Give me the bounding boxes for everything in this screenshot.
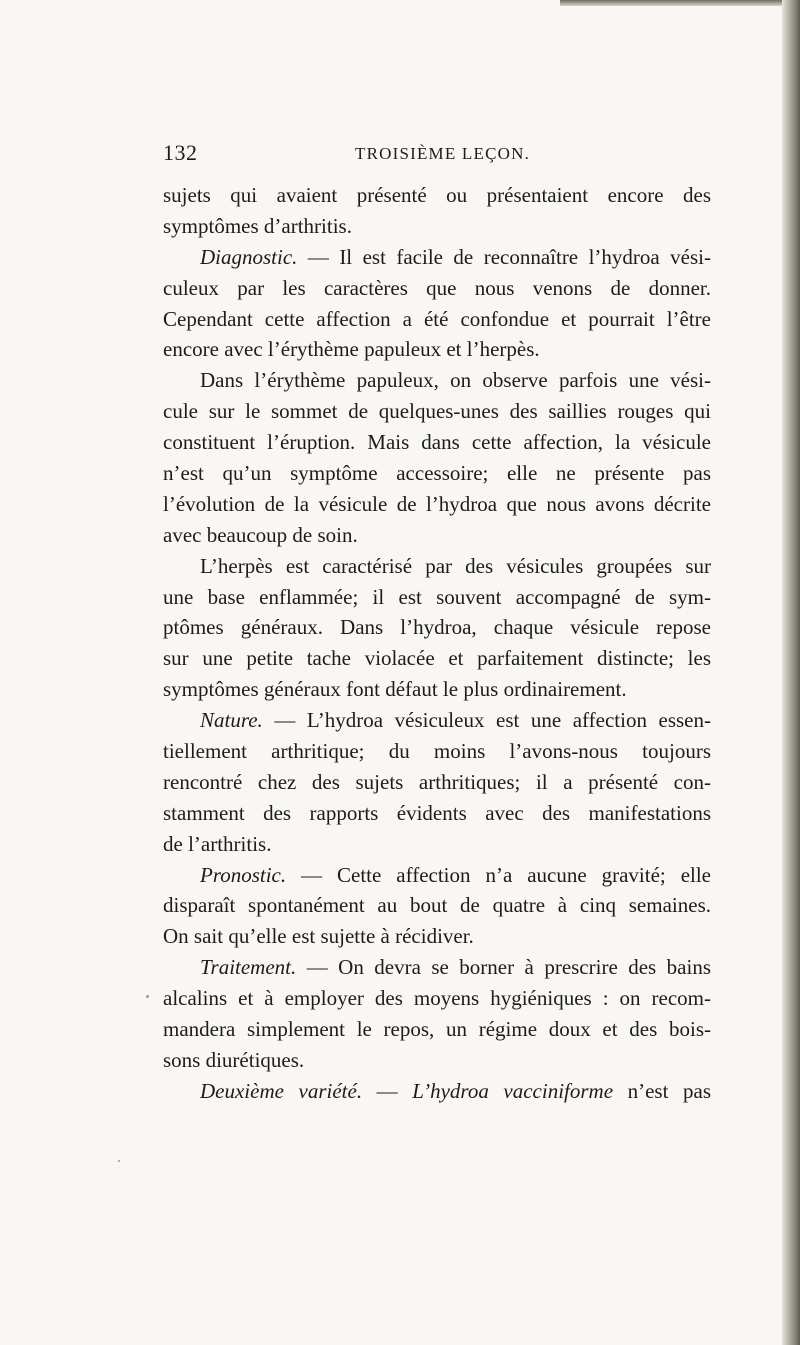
line-text: sur une petite tache violacée et parfaitement distincte; les xyxy=(163,646,711,671)
text-line xyxy=(163,612,711,643)
line-text: mandera simplement le repos, un régime doux et des bois- xyxy=(163,1017,711,1042)
text-line xyxy=(163,273,711,304)
line-text: Cependant cette affection a été confondue et pourrait l’être xyxy=(163,306,711,331)
text-line xyxy=(163,489,711,520)
line-text: stamment des rapports évidents avec des manifestations xyxy=(163,800,711,825)
text-line xyxy=(163,829,711,860)
page-number: 132 xyxy=(163,140,198,165)
line-text: — xyxy=(362,1078,413,1103)
text-line xyxy=(163,365,711,396)
running-head: TROISIÈME LEÇON. xyxy=(355,144,531,163)
line-text: rencontré chez des sujets arthritiques; il a présenté con- xyxy=(163,769,711,794)
text-line xyxy=(163,767,711,798)
line-text: symptômes généraux font défaut le plus ordinairement. xyxy=(163,677,627,702)
variety-name: L’hydroa vacciniforme xyxy=(412,1078,614,1103)
line-text: — Il est facile de reconnaître l’hydroa vési- xyxy=(297,244,711,269)
line-text: une base enflammée; il est souvent accompagné de sym- xyxy=(163,584,711,609)
page-header xyxy=(163,140,713,170)
binding-edge xyxy=(782,0,800,1345)
line-text: L’herpès est caractérisé par des vésicules groupées sur xyxy=(200,553,711,578)
line-text: culeux par les caractères que nous venons de donner. xyxy=(163,275,711,300)
text-line xyxy=(163,860,711,891)
text-line xyxy=(163,180,711,211)
line-text: symptômes d’arthritis. xyxy=(163,213,352,238)
line-text: — L’hydroa vésiculeux est une affection essen- xyxy=(262,708,711,733)
line-text: ptômes généraux. Dans l’hydroa, chaque vésicule repose xyxy=(163,615,711,640)
text-line xyxy=(163,1045,711,1076)
line-text: sons diurétiques. xyxy=(163,1047,305,1072)
text-line xyxy=(163,520,711,551)
line-text: sujets qui avaient présenté ou présentaient encore des xyxy=(163,183,711,207)
section-heading: Diagnostic. xyxy=(200,244,298,269)
text-line xyxy=(163,242,711,273)
line-text: — Cette affection n’a aucune gravité; elle xyxy=(286,862,711,887)
line-text: disparaît spontanément au bout de quatre à cinq semaines. xyxy=(163,893,711,918)
line-text: de l’arthritis. xyxy=(163,831,272,856)
text-line xyxy=(163,705,711,736)
line-text: cule sur le sommet de quelques-unes des saillies rouges qui xyxy=(163,399,711,424)
text-line xyxy=(163,334,711,365)
section-heading: Nature. xyxy=(200,708,263,733)
page-top-shadow xyxy=(560,0,800,6)
text-line xyxy=(163,952,711,983)
body-text xyxy=(163,180,711,1107)
text-line xyxy=(163,304,711,335)
text-line xyxy=(163,643,711,674)
section-heading: Traitement. xyxy=(200,955,297,980)
text-line xyxy=(163,798,711,829)
line-text: alcalins et à employer des moyens hygiéniques : on recom- xyxy=(163,986,711,1011)
text-line xyxy=(163,1014,711,1045)
text-line xyxy=(163,551,711,582)
text-line xyxy=(163,674,711,705)
line-text: avec beaucoup de soin. xyxy=(163,522,358,547)
text-line xyxy=(163,211,711,242)
line-text: n’est pas xyxy=(613,1078,711,1103)
paper-speck xyxy=(146,995,149,998)
line-text: l’évolution de la vésicule de l’hydroa que nous avons décrite xyxy=(163,491,711,516)
text-line xyxy=(163,458,711,489)
line-text: Dans l’érythème papuleux, on observe parfois une vési- xyxy=(200,368,711,393)
section-heading: Deuxième variété. xyxy=(200,1078,363,1103)
text-line xyxy=(163,890,711,921)
text-line xyxy=(163,396,711,427)
text-line xyxy=(163,921,711,952)
section-heading: Pronostic. xyxy=(200,862,287,887)
text-line xyxy=(163,582,711,613)
text-line xyxy=(163,736,711,767)
line-text: encore avec l’érythème papuleux et l’herpès. xyxy=(163,337,540,362)
line-text: constituent l’éruption. Mais dans cette affection, la vésicule xyxy=(163,430,711,455)
paper-speck xyxy=(118,1160,120,1162)
line-text: On sait qu’elle est sujette à récidiver. xyxy=(163,924,474,949)
text-line xyxy=(163,1076,711,1107)
line-text: — On devra se borner à prescrire des bains xyxy=(296,955,711,980)
text-line xyxy=(163,983,711,1014)
line-text: tiellement arthritique; du moins l’avons-nous toujours xyxy=(163,739,711,764)
text-line xyxy=(163,427,711,458)
line-text: n’est qu’un symptôme accessoire; elle ne présente pas xyxy=(163,461,711,486)
